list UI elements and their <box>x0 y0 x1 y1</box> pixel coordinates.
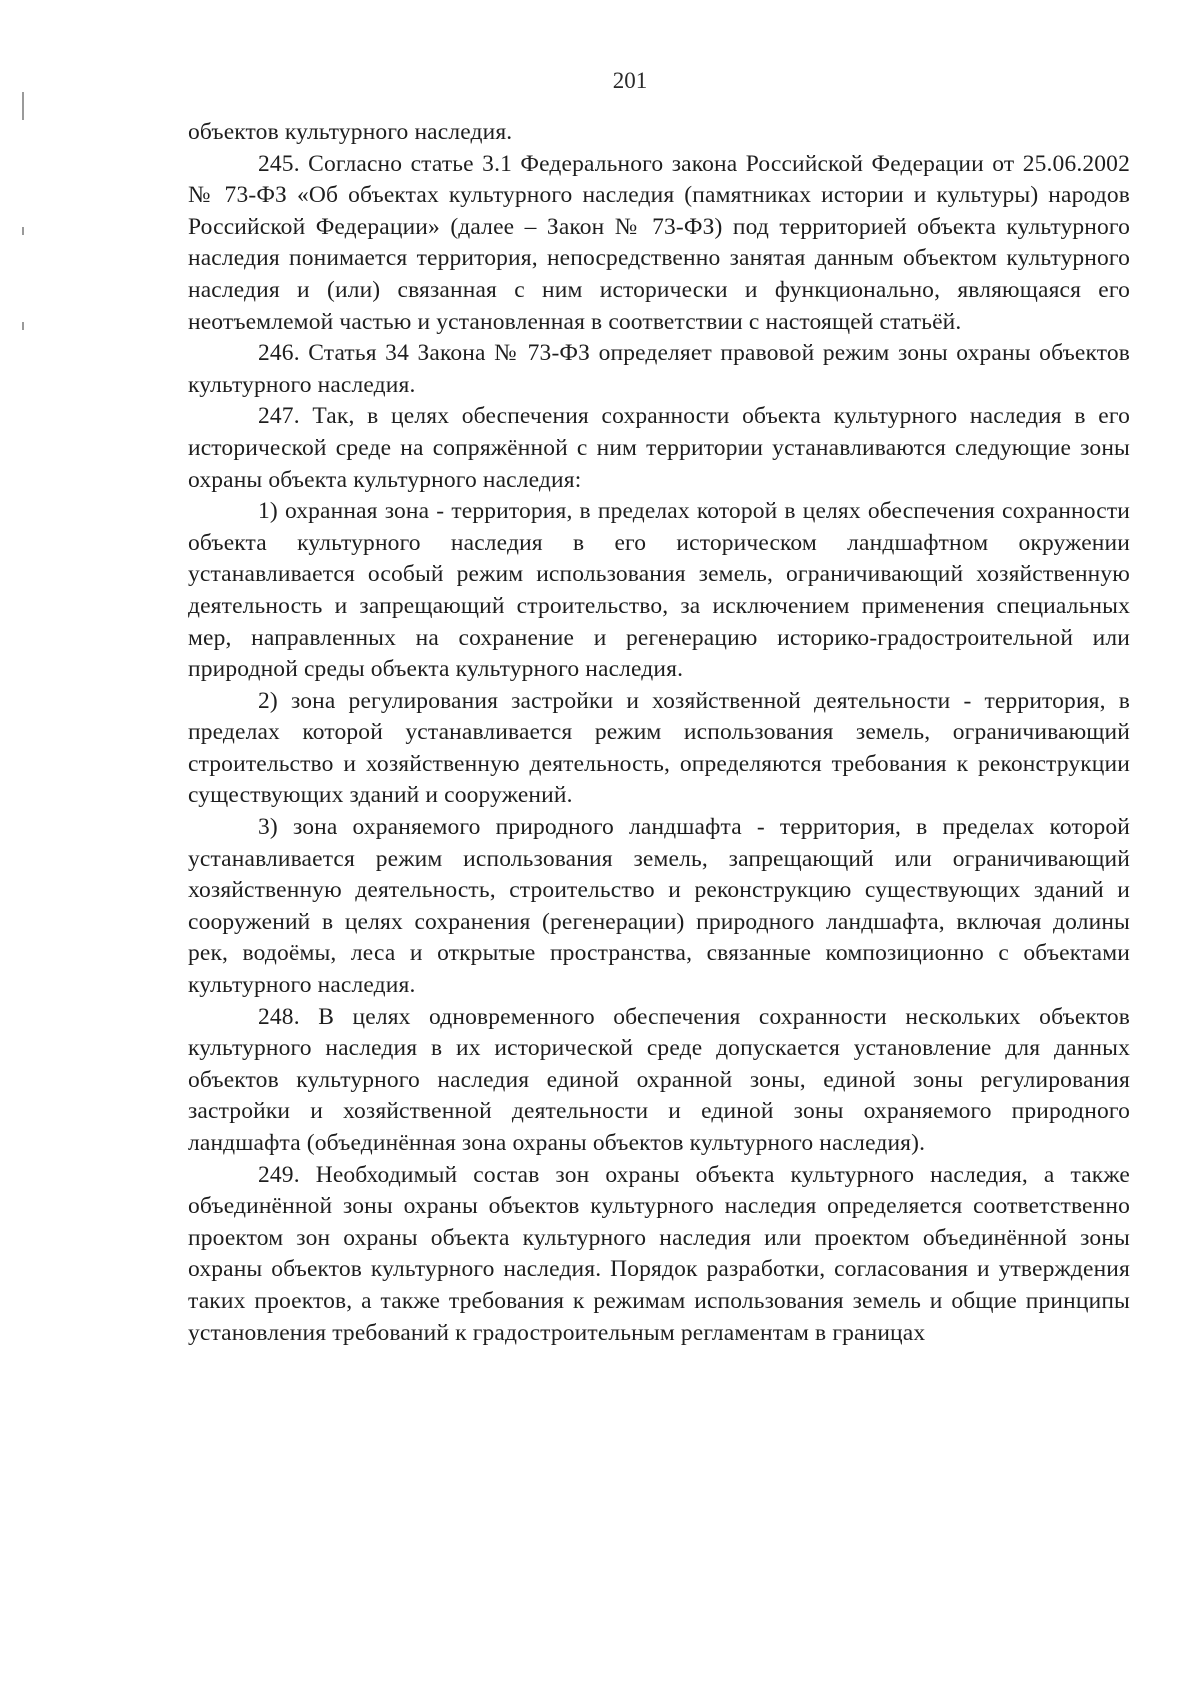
paragraph-continuation: объектов культурного наследия. <box>188 119 513 145</box>
list-item-landscape-zone: 3) зона охраняемого природного ландшафта - территория, в пределах которой устанавливается режим использования земель, запрещающий или ограничивающий хозяйственную деятельность, строительство и реконструкцию существующих зданий и сооружений в целях сохранения (регенерации) природного ландшафта, включая долины рек, водоёмы, леса и открытые пространства, связанные композиционно с объектами культурного наследия. <box>188 814 1130 999</box>
document-body <box>188 117 1130 1349</box>
scan-margin-mark <box>22 92 24 120</box>
list-item-regulation-zone: 2) зона регулирования застройки и хозяйственной деятельности - территория, в пределах которой устанавливается режим использования земель, ограничивающий строительство и хозяйственную деятельность, определяются требования к реконструкции существующих зданий и сооружений. <box>188 687 1130 809</box>
list-item-protection-zone: 1) охранная зона - территория, в пределах которой в целях обеспечения сохранности объекта культурного наследия в его историческом ландшафтном окружении устанавливается особый режим использования земель, ограничивающий хозяйственную деятельность и запрещающий строительство, за исключением применения специальных мер, направленных на сохранение и регенерацию историко-градостроительной или природной среды объекта культурного наследия. <box>188 498 1130 683</box>
scan-margin-mark <box>22 227 24 235</box>
page-number: 201 <box>612 68 648 93</box>
scan-margin-mark <box>22 322 24 330</box>
paragraph-247: 247. Так, в целях обеспечения сохранности объекта культурного наследия в его исторической среде на сопряжённой с ним территории устанавливаются следующие зоны охраны объекта культурного наследия: <box>188 403 1130 493</box>
paragraph-249: 249. Необходимый состав зон охраны объекта культурного наследия, а также объединённой зоны охраны объектов культурного наследия определяется соответственно проектом зон охраны объекта культурного наследия или проектом объединённой зоны охраны объектов культурного наследия. Порядок разработки, согласования и утверждения таких проектов, а также требования к режимам использования земель и общие принципы установления требований к градостроительным регламентам в границах <box>188 1161 1130 1346</box>
paragraph-248: 248. В целях одновременного обеспечения сохранности нескольких объектов культурного наследия в их исторической среде допускается установление для данных объектов культурного наследия единой охранной зоны, единой зоны регулирования застройки и хозяйственной деятельности и единой зоны охраняемого природного ландшафта (объединённая зона охраны объектов культурного наследия). <box>188 1003 1130 1156</box>
paragraph-246: 246. Статья 34 Закона № 73-ФЗ определяет правовой режим зоны охраны объектов культурного наследия. <box>188 340 1130 398</box>
paragraph-245: 245. Согласно статье 3.1 Федерального закона Российской Федерации от 25.06.2002 № 73-ФЗ «Об объектах культурного наследия (памятниках истории и культуры) народов Российской Федерации» (далее – Закон № 73-ФЗ) под территорией объекта культурного наследия понимается территория, непосредственно занятая данным объектом культурного наследия и (или) связанная с ним исторически и функционально, являющаяся его неотъемлемой частью и установленная в соответствии с настоящей статьёй. <box>188 150 1130 335</box>
